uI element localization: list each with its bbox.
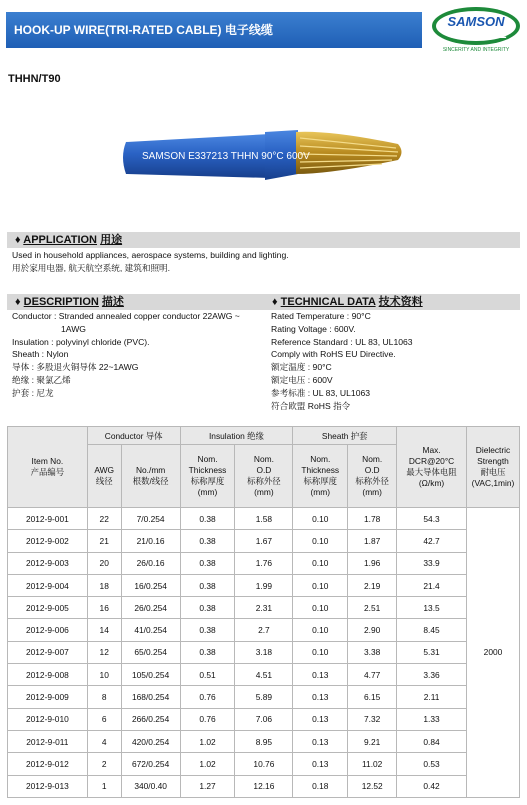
cell-no-mm: 340/0.40 — [121, 775, 180, 797]
samson-cable-logo — [430, 4, 522, 54]
cell-sheath-od: 1.96 — [348, 552, 397, 574]
th-dcr: Max. DCR@20°C 最大导体电阻 (Ω/km) — [397, 427, 467, 508]
cell-insulation-thickness: 0.51 — [180, 664, 235, 686]
cell-item-no: 2012-9-008 — [8, 664, 88, 686]
cell-insulation-thickness: 0.76 — [180, 708, 235, 730]
page-header — [0, 0, 527, 60]
cell-insulation-thickness: 0.38 — [180, 530, 235, 552]
cell-awg: 21 — [87, 530, 121, 552]
table-row — [8, 730, 520, 752]
table-row — [8, 686, 520, 708]
svg-text:SINCERITY AND INTEGRITY: SINCERITY AND INTEGRITY — [442, 47, 510, 53]
cell-insulation-od: 1.99 — [235, 574, 293, 596]
cell-insulation-od: 4.51 — [235, 664, 293, 686]
table-row — [8, 775, 520, 797]
cell-sheath-od: 2.90 — [348, 619, 397, 641]
table-row — [8, 753, 520, 775]
cell-sheath-thickness: 0.13 — [293, 753, 348, 775]
cell-sheath-od: 6.15 — [348, 686, 397, 708]
model-code: THHN/T90 — [8, 73, 61, 85]
cell-sheath-od: 3.38 — [348, 641, 397, 663]
cell-item-no: 2012-9-005 — [8, 597, 88, 619]
cell-no-mm: 26/0.254 — [121, 597, 180, 619]
cell-no-mm: 266/0.254 — [121, 708, 180, 730]
spec-table-body — [8, 508, 520, 798]
cell-awg: 8 — [87, 686, 121, 708]
cell-no-mm: 420/0.254 — [121, 730, 180, 752]
cell-sheath-od: 9.21 — [348, 730, 397, 752]
th-insulation-od: Nom. O.D 标称外径 (mm) — [235, 445, 293, 508]
cell-awg: 6 — [87, 708, 121, 730]
spec-table — [7, 426, 520, 798]
cell-sheath-thickness: 0.13 — [293, 686, 348, 708]
table-row — [8, 641, 520, 663]
cell-no-mm: 21/0.16 — [121, 530, 180, 552]
cell-sheath-thickness: 0.10 — [293, 508, 348, 530]
cell-awg: 12 — [87, 641, 121, 663]
cell-item-no: 2012-9-010 — [8, 708, 88, 730]
cell-item-no: 2012-9-006 — [8, 619, 88, 641]
cell-sheath-od: 1.78 — [348, 508, 397, 530]
cell-insulation-od: 3.18 — [235, 641, 293, 663]
cell-no-mm: 16/0.254 — [121, 574, 180, 596]
th-no-mm: No./mm 根数/线径 — [121, 445, 180, 508]
cell-insulation-od: 7.06 — [235, 708, 293, 730]
cable-marking: SAMSON E337213 THHN 90°C 600V — [142, 151, 310, 162]
application-text: Used in household appliances, aerospace systems, building and lighting. 用於家用电器, 航天航空系统, 建筑和照明. — [12, 250, 289, 273]
cell-item-no: 2012-9-007 — [8, 641, 88, 663]
cell-insulation-od: 10.76 — [235, 753, 293, 775]
th-dielectric: Dielectric Strength 耐电压 (VAC,1min) — [467, 427, 520, 508]
th-insulation: Insulation 绝缘 — [180, 427, 293, 445]
page-title: HOOK-UP WIRE(TRI-RATED CABLE) 电子线缆 — [14, 23, 273, 37]
cell-no-mm: 26/0.16 — [121, 552, 180, 574]
cell-sheath-od: 7.32 — [348, 708, 397, 730]
cell-dcr: 2.11 — [397, 686, 467, 708]
cell-awg: 1 — [87, 775, 121, 797]
svg-text:SAMSON: SAMSON — [447, 14, 505, 29]
table-row — [8, 508, 520, 530]
cell-awg: 2 — [87, 753, 121, 775]
cell-insulation-thickness: 0.38 — [180, 597, 235, 619]
cell-sheath-od: 11.02 — [348, 753, 397, 775]
cell-item-no: 2012-9-004 — [8, 574, 88, 596]
cell-sheath-thickness: 0.13 — [293, 708, 348, 730]
cell-dcr: 0.53 — [397, 753, 467, 775]
cell-dcr: 8.45 — [397, 619, 467, 641]
cell-no-mm: 41/0.254 — [121, 619, 180, 641]
cell-insulation-od: 2.31 — [235, 597, 293, 619]
cell-insulation-thickness: 1.27 — [180, 775, 235, 797]
cell-item-no: 2012-9-012 — [8, 753, 88, 775]
cell-item-no: 2012-9-001 — [8, 508, 88, 530]
cell-insulation-od: 1.67 — [235, 530, 293, 552]
cell-no-mm: 672/0.254 — [121, 753, 180, 775]
description-heading: ♦ DESCRIPTION 描述 — [7, 294, 264, 310]
cell-dielectric-strength: 2000 — [467, 508, 520, 798]
cell-insulation-od: 1.76 — [235, 552, 293, 574]
cell-dcr: 13.5 — [397, 597, 467, 619]
cell-dcr: 33.9 — [397, 552, 467, 574]
description-text: Conductor : Stranded annealed copper conductor 22AWG ~ 1AWG Insulation : polyvinyl chloride (PVC). Sheath : Nylon 导体 : 多股退火铜导体 22~1AWG 绝缘 : 聚氯乙烯 护套 : 尼龙 — [12, 311, 240, 398]
table-row — [8, 574, 520, 596]
svg-text:CABLE: CABLE — [469, 29, 507, 41]
th-sheath: Sheath 护套 — [293, 427, 397, 445]
cell-dcr: 3.36 — [397, 664, 467, 686]
cell-insulation-od: 12.16 — [235, 775, 293, 797]
cell-item-no: 2012-9-009 — [8, 686, 88, 708]
cell-awg: 10 — [87, 664, 121, 686]
cell-insulation-od: 8.95 — [235, 730, 293, 752]
cell-insulation-od: 1.58 — [235, 508, 293, 530]
table-row — [8, 552, 520, 574]
cell-item-no: 2012-9-003 — [8, 552, 88, 574]
cell-awg: 4 — [87, 730, 121, 752]
technical-heading: ♦ TECHNICAL DATA 技术资料 — [264, 294, 520, 310]
cell-dcr: 1.33 — [397, 708, 467, 730]
cell-sheath-thickness: 0.10 — [293, 619, 348, 641]
table-row — [8, 708, 520, 730]
th-awg: AWG 线径 — [87, 445, 121, 508]
cell-insulation-od: 5.89 — [235, 686, 293, 708]
cell-insulation-od: 2.7 — [235, 619, 293, 641]
cell-sheath-od: 1.87 — [348, 530, 397, 552]
cell-sheath-od: 2.51 — [348, 597, 397, 619]
cell-insulation-thickness: 0.38 — [180, 641, 235, 663]
cell-awg: 18 — [87, 574, 121, 596]
th-sheath-od: Nom. O.D 标称外径 (mm) — [348, 445, 397, 508]
cell-no-mm: 65/0.254 — [121, 641, 180, 663]
cell-sheath-thickness: 0.10 — [293, 530, 348, 552]
cell-insulation-thickness: 1.02 — [180, 730, 235, 752]
cell-awg: 14 — [87, 619, 121, 641]
cell-dcr: 0.42 — [397, 775, 467, 797]
cell-sheath-thickness: 0.10 — [293, 574, 348, 596]
cell-no-mm: 7/0.254 — [121, 508, 180, 530]
cell-item-no: 2012-9-013 — [8, 775, 88, 797]
cell-sheath-thickness: 0.13 — [293, 664, 348, 686]
cell-no-mm: 105/0.254 — [121, 664, 180, 686]
cell-dcr: 5.31 — [397, 641, 467, 663]
th-insulation-thickness: Nom. Thickness 标称厚度 (mm) — [180, 445, 235, 508]
application-heading: ♦ APPLICATION 用途 — [7, 232, 520, 248]
cell-sheath-thickness: 0.18 — [293, 775, 348, 797]
cell-sheath-od: 4.77 — [348, 664, 397, 686]
cell-sheath-od: 2.19 — [348, 574, 397, 596]
cell-dcr: 0.84 — [397, 730, 467, 752]
cell-sheath-thickness: 0.10 — [293, 641, 348, 663]
cell-dcr: 42.7 — [397, 530, 467, 552]
cell-insulation-thickness: 1.02 — [180, 753, 235, 775]
table-row — [8, 530, 520, 552]
th-item-no: Item No. 产品编号 — [8, 427, 88, 508]
cell-dcr: 21.4 — [397, 574, 467, 596]
table-row — [8, 597, 520, 619]
cell-item-no: 2012-9-002 — [8, 530, 88, 552]
th-conductor: Conductor 导体 — [87, 427, 180, 445]
cell-sheath-od: 12.52 — [348, 775, 397, 797]
cell-awg: 22 — [87, 508, 121, 530]
table-row — [8, 664, 520, 686]
cell-insulation-thickness: 0.38 — [180, 508, 235, 530]
cell-insulation-thickness: 0.38 — [180, 619, 235, 641]
table-row — [8, 619, 520, 641]
cell-insulation-thickness: 0.76 — [180, 686, 235, 708]
cell-dcr: 54.3 — [397, 508, 467, 530]
cell-sheath-thickness: 0.10 — [293, 552, 348, 574]
cell-item-no: 2012-9-011 — [8, 730, 88, 752]
cell-insulation-thickness: 0.38 — [180, 574, 235, 596]
cell-awg: 16 — [87, 597, 121, 619]
cell-awg: 20 — [87, 552, 121, 574]
cell-sheath-thickness: 0.13 — [293, 730, 348, 752]
cell-no-mm: 168/0.254 — [121, 686, 180, 708]
technical-text: Rated Temperature : 90°C Rating Voltage : 600V. Reference Standard : UL 83, UL1063 Comply with RoHS EU Directive. 额定温度 : 90°C 额定电压 : 600V 参考标准 : UL 83, UL1063 符合欧盟 RoHS 指令 — [271, 311, 413, 411]
cell-insulation-thickness: 0.38 — [180, 552, 235, 574]
cell-sheath-thickness: 0.10 — [293, 597, 348, 619]
th-sheath-thickness: Nom. Thickness 标称厚度 (mm) — [293, 445, 348, 508]
